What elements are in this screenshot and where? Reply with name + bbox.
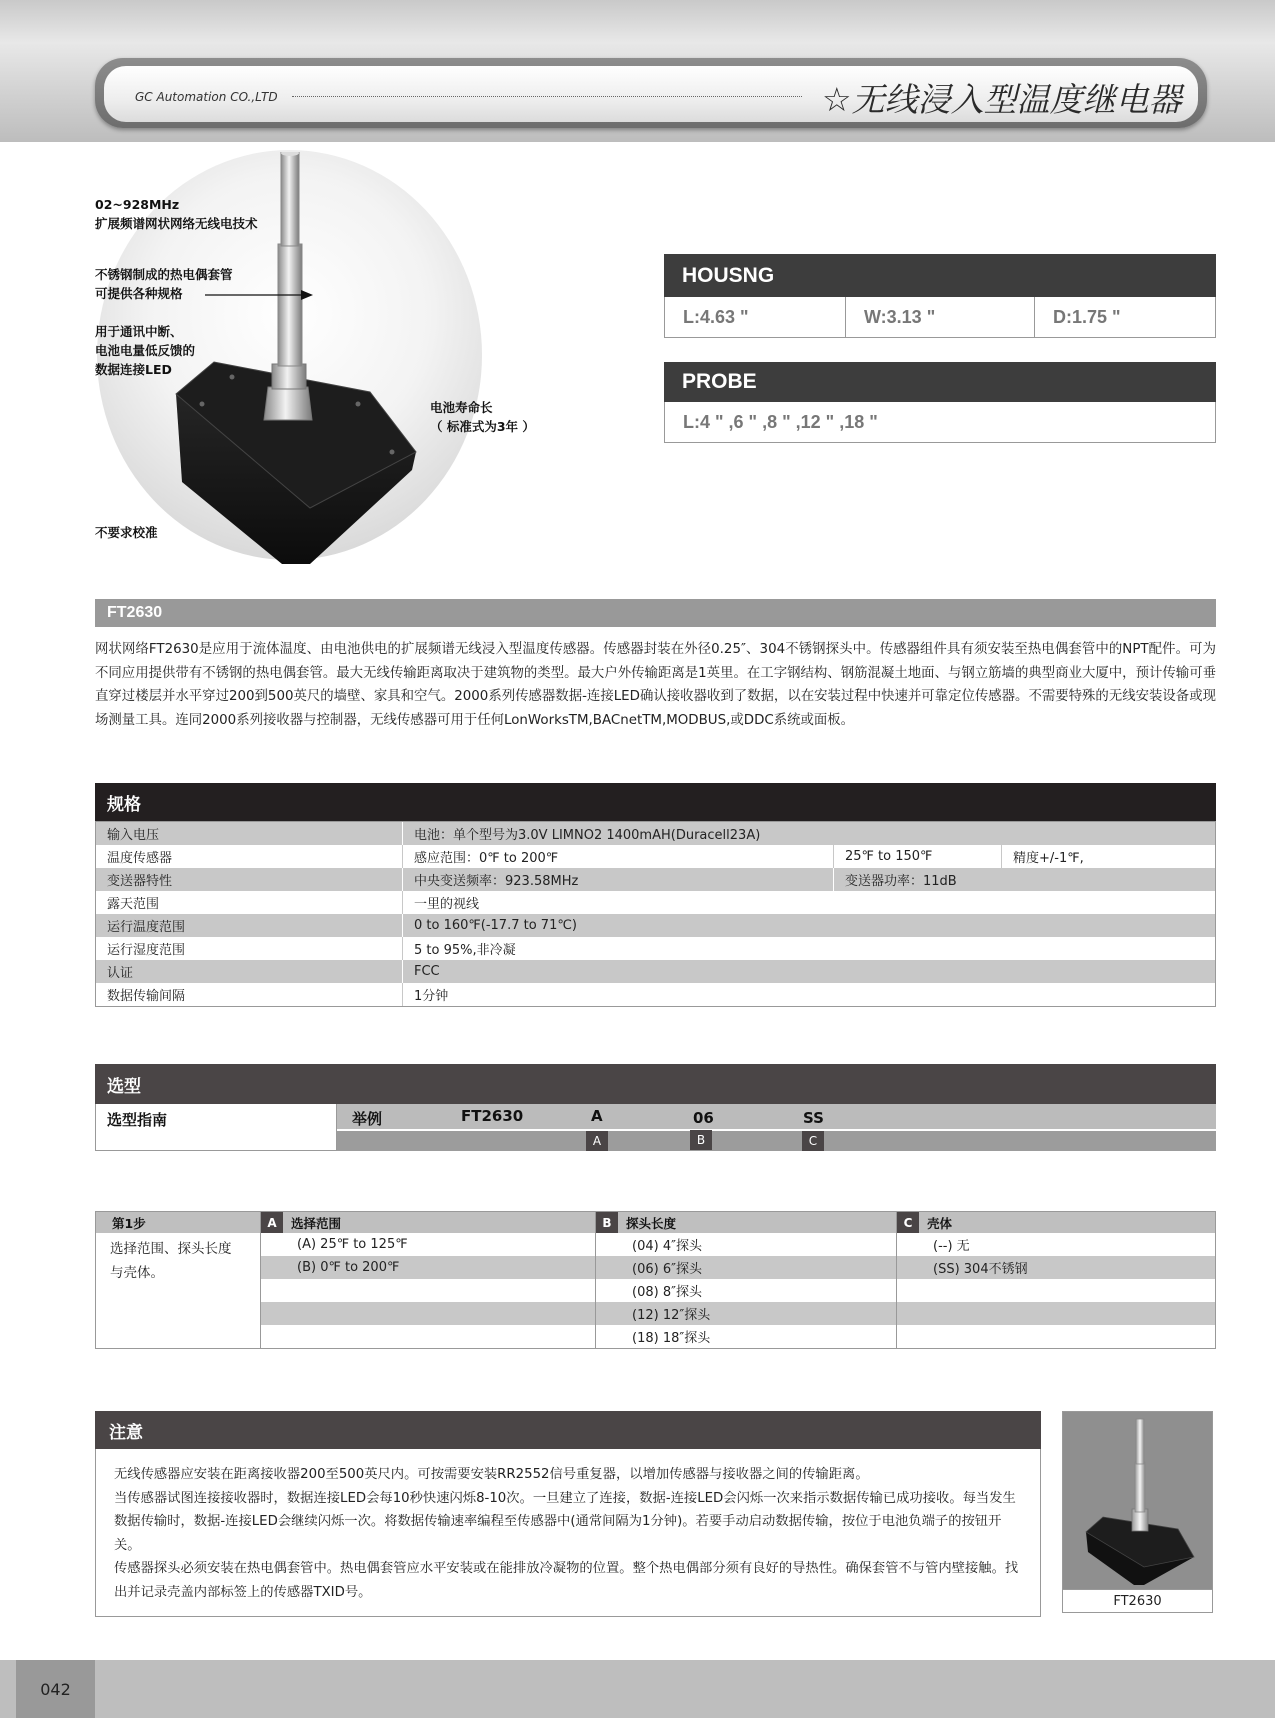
model-band: FT2630 — [95, 599, 1216, 627]
table-row: 变送器特性 中央变送频率：923.58MHz 变送器功率：11dB — [96, 868, 1215, 891]
list-item: (04) 4″探头 — [632, 1239, 702, 1254]
housing-length: L:4.63 " — [665, 297, 846, 337]
probe-lengths-row — [664, 402, 1216, 443]
table-row: 露天范围 一里的视线 — [96, 891, 1215, 914]
list-item — [897, 1279, 1215, 1302]
list-item — [261, 1325, 595, 1348]
callout-radio: 02~928MHz 扩展频谱网状网络无线电技术 — [95, 197, 258, 231]
example-option-a: A — [591, 1107, 603, 1125]
table-row: 运行温度范围 0 to 160℉(-17.7 to 71℃) — [96, 914, 1215, 937]
housing-width: W:3.13 " — [846, 297, 1035, 337]
probe-header: PROBE — [664, 362, 1216, 402]
table-row: 数据传输间隔 1分钟 — [96, 983, 1215, 1006]
notes-text: 无线传感器应安装在距离接收器200至500英尺内。可按需要安装RR2552信号重复器，以增加传感器与接收器之间的传输距离。 当传感器试图连接接收器时，数据连接LED会每10秒快速闪烁8-10次。一旦建立了连接，数据-连接LED会闪烁一次来指示数据传输已成功接收。每当发生数据传输时，数据-连接LED会继续闪烁一次。将数据传输速率编程至传感器中(通常间隔为1分钟)。若要手动启动数据传输，按位于电池负端子的按钮开关。 传感器探头必须安装在热电偶套管中。热电偶套管应水平安装或在能排放冷凝物的位置。整个热电偶部分须有良好的导热性。确保套管不与管内壁接触。找出并记录壳盖内部标签上的传感器TXID号。 — [114, 1467, 1019, 1600]
table-row: 运行湿度范围 5 to 95%,非冷凝 — [96, 937, 1215, 960]
list-item: (08) 8″探头 — [632, 1285, 702, 1300]
letter-badge-a: A — [261, 1212, 283, 1233]
example-option-b: 06 — [693, 1109, 714, 1127]
list-item: (18) 18″探头 — [632, 1331, 711, 1346]
probe-lengths: L:4 " ,6 " ,8 " ,12 " ,18 " — [683, 411, 878, 432]
callout-calibration: 不要求校准 — [95, 525, 158, 540]
product-thumbnail-image — [1078, 1417, 1198, 1587]
housing-depth: D:1.75 " — [1053, 306, 1121, 327]
list-item — [897, 1302, 1215, 1325]
list-item: (12) 12″探头 — [596, 1302, 896, 1325]
list-item: (06) 6″探头 — [596, 1256, 896, 1279]
company-name: GC Automation CO.,LTD — [135, 90, 278, 104]
notes-header: 注意 — [95, 1411, 1041, 1449]
callout-led: 用于通讯中断、 电池电量低反馈的 数据连接LED — [95, 324, 196, 377]
callout-battery: 电池寿命长 （ 标准式为3年 ） — [430, 400, 535, 434]
example-model: FT2630 — [461, 1107, 524, 1125]
list-item: (B) 0℉ to 200℉ — [261, 1256, 595, 1279]
step-label: 第1步 — [96, 1212, 260, 1233]
table-row: 输入电压 电池：单个型号为3.0V LIMNO2 1400mAH(Duracell23A) — [96, 822, 1215, 845]
probe-length-column — [596, 1212, 897, 1348]
table-row: 温度传感器 感应范围：0℉ to 200℉ 25℉ to 150℉ 精度+/-1℉, — [96, 845, 1215, 868]
step-table — [95, 1211, 1216, 1349]
step-description: 选择范围、探头长度 与壳体。 — [110, 1241, 232, 1281]
list-item: (A) 25℉ to 125℉ — [297, 1237, 408, 1252]
letter-badge-b: B — [690, 1130, 712, 1150]
housing-column — [897, 1212, 1215, 1348]
letter-badge-a: A — [586, 1131, 608, 1151]
model-description: 网状网络FT2630是应用于流体温度、由电池供电的扩展频谱无线浸入型温度传感器。传感器封装在外径0.25″、304不锈钢探头中。传感器组件具有须安装至热电偶套管中的NPT配件。可为不同应用提供带有不锈钢的热电偶套管。最大无线传输距离取决于建筑物的类型。最大户外传输距离是1英里。在工字钢结构、钢筋混凝土地面、与钢立筋墙的典型商业大厦中，预计传输可垂直穿过楼层并水平穿过200到500英尺的墙壁、家具和空气。2000系列传感器数据-连接LED确认接收器收到了数据，以在安装过程中快速并可靠定位传感器。不需要特殊的无线安装设备或现场测量工具。连同2000系列接收器与控制器，无线传感器可用于任何LonWorksTM,BACnetTM,MODBUS,或DDC系统或面板。 — [95, 642, 1216, 728]
housing-option-header: C 壳体 — [897, 1212, 1215, 1233]
dotted-divider — [292, 96, 802, 97]
selection-guide-label: 选型指南 — [107, 1111, 168, 1129]
list-item: (--) 无 — [933, 1239, 970, 1254]
housing-header: HOUSNG — [664, 254, 1216, 297]
specs-table — [95, 821, 1216, 1007]
thumbnail-caption: FT2630 — [1062, 1589, 1213, 1613]
selection-header: 选型 — [95, 1064, 1216, 1104]
housing-dimensions — [664, 297, 1216, 338]
letter-badge-c: C — [897, 1212, 919, 1233]
page-number: 042 — [16, 1660, 95, 1718]
list-item: (SS) 304不锈钢 — [897, 1256, 1215, 1279]
callout-arrow-icon — [205, 288, 315, 302]
example-label: 举例 — [352, 1110, 383, 1128]
probe-length-header: B 探头长度 — [596, 1212, 896, 1233]
list-item — [897, 1325, 1215, 1348]
letter-badge-b: B — [596, 1212, 618, 1233]
list-item — [261, 1279, 595, 1302]
callout-thermowell: 不锈钢制成的热电偶套管 可提供各种规格 — [95, 267, 233, 301]
footer-bar — [0, 1660, 1275, 1718]
table-row: 认证 FCC — [96, 960, 1215, 983]
selection-letter-bar — [337, 1131, 1216, 1151]
specs-header: 规格 — [95, 783, 1216, 821]
range-column — [261, 1212, 596, 1348]
range-header: A 选择范围 — [261, 1212, 595, 1233]
list-item — [261, 1302, 595, 1325]
example-option-c: SS — [803, 1109, 824, 1127]
letter-badge-c: C — [802, 1131, 824, 1151]
page-title: ☆无线浸入型温度继电器 — [822, 80, 1182, 119]
step-column — [96, 1212, 261, 1348]
